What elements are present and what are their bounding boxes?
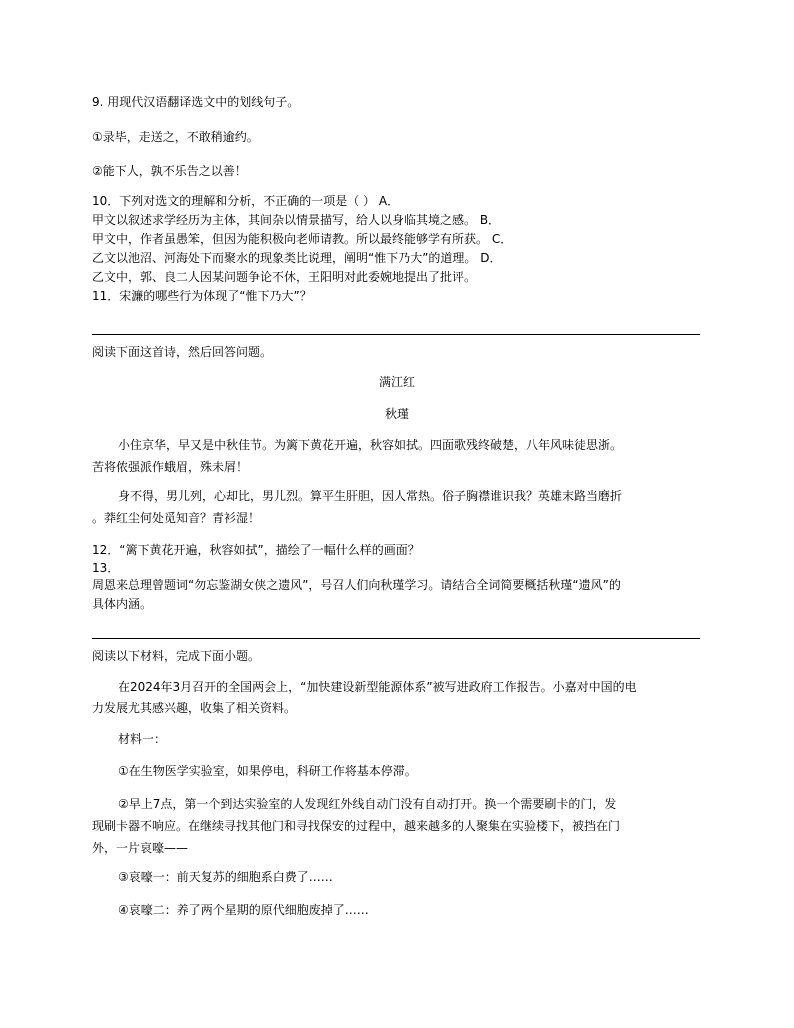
q10-line-4: 乙文以池沼、河海处下而聚水的现象类比说理，阐明“惟下乃大”的道理。 D． (92, 251, 502, 265)
material-paragraph-line-1: 在2024年3月召开的全国两会上，“加快建设新型能源体系”被写进政府工作报告。小嘉对中国的电 (118, 680, 637, 694)
q10-line-5: 乙文中，郭、良二人因某问题争论不休，王阳明对此委婉地提出了批评。 (92, 270, 477, 284)
material-1-item-4: ④哀嚎二：养了两个星期的原代细胞废掉了…… (118, 903, 369, 917)
q9-title: 9. 用现代汉语翻译选文中的划线句子。 (92, 95, 300, 109)
q10-line-1: 10．下列对选文的理解和分析，不正确的一项是（ ） A． (92, 194, 400, 208)
q12-title: 12．“篱下黄花开遍，秋容如拭”，描绘了一幅什么样的画面？ (92, 543, 420, 557)
material-1-item-1: ①在生物医学实验室，如果停电，科研工作将基本停滞。 (118, 764, 417, 778)
q10-line-2: 甲文以叙述求学经历为主体，其间杂以情景描写，给人以身临其境之感。 B． (92, 213, 501, 227)
material-1-title: 材料一： (118, 732, 167, 746)
section-divider (92, 638, 700, 639)
poem-stanza-2-line-1: 身不得，男儿列，心却比，男儿烈。算平生肝胆，因人常热。俗子胸襟谁识我？英雄末路当磨折 (118, 489, 623, 503)
material-intro: 阅读以下材料，完成下面小题。 (92, 649, 261, 663)
material-1-item-3: ③哀嚎一：前天复苏的细胞系白费了…… (118, 870, 333, 884)
material-1-item-2-line-2: 现刷卡器不响应。在继续寻找其他门和寻找保安的过程中，越来越多的人聚集在实验楼下，被挡在门 (92, 819, 621, 833)
q13-number: 13． (92, 561, 120, 575)
poem-stanza-2-line-2: 。莽红尘何处觅知音？青衫湿！ (92, 511, 261, 525)
q9-item-2: ②能下人，孰不乐告之以善！ (92, 164, 247, 178)
poem-intro: 阅读下面这首诗，然后回答问题。 (92, 345, 273, 359)
poem-author: 秋瑾 (384, 407, 409, 421)
poem-stanza-1-line-2: 苦将侬强派作蛾眉，殊未屑！ (92, 460, 249, 474)
q13-line-1: 周恩来总理曾题词“勿忘鉴湖女侠之遗风”，号召人们向秋瑾学习。请结合全词简要概括秋瑾“遗风”的 (92, 578, 621, 592)
poem-stanza-1-line-1: 小住京华，早又是中秋佳节。为篱下黄花开遍，秋容如拭。四面歌残终破楚，八年风味徒思浙。 (118, 438, 623, 452)
q9-item-1: ①录毕，走送之，不敢稍逾约。 (92, 130, 259, 144)
material-1-item-2-line-3: 外，一片哀嚎—— (92, 841, 189, 855)
section-divider (92, 334, 700, 335)
material-paragraph-line-2: 力发展尤其感兴趣，收集了相关资料。 (92, 701, 297, 715)
material-1-item-2-line-1: ②早上7点，第一个到达实验室的人发现红外线自动门没有自动打开。换一个需要刷卡的门，发 (118, 797, 617, 811)
q10-line-3: 甲文中，作者虽愚笨，但因为能积极向老师请教。所以最终能够学有所获。 C． (92, 232, 513, 246)
poem-title: 满江红 (378, 375, 415, 389)
q11-title: 11．宋濂的哪些行为体现了“惟下乃大”？ (92, 289, 312, 303)
q13-line-2: 具体内涵。 (92, 597, 153, 611)
